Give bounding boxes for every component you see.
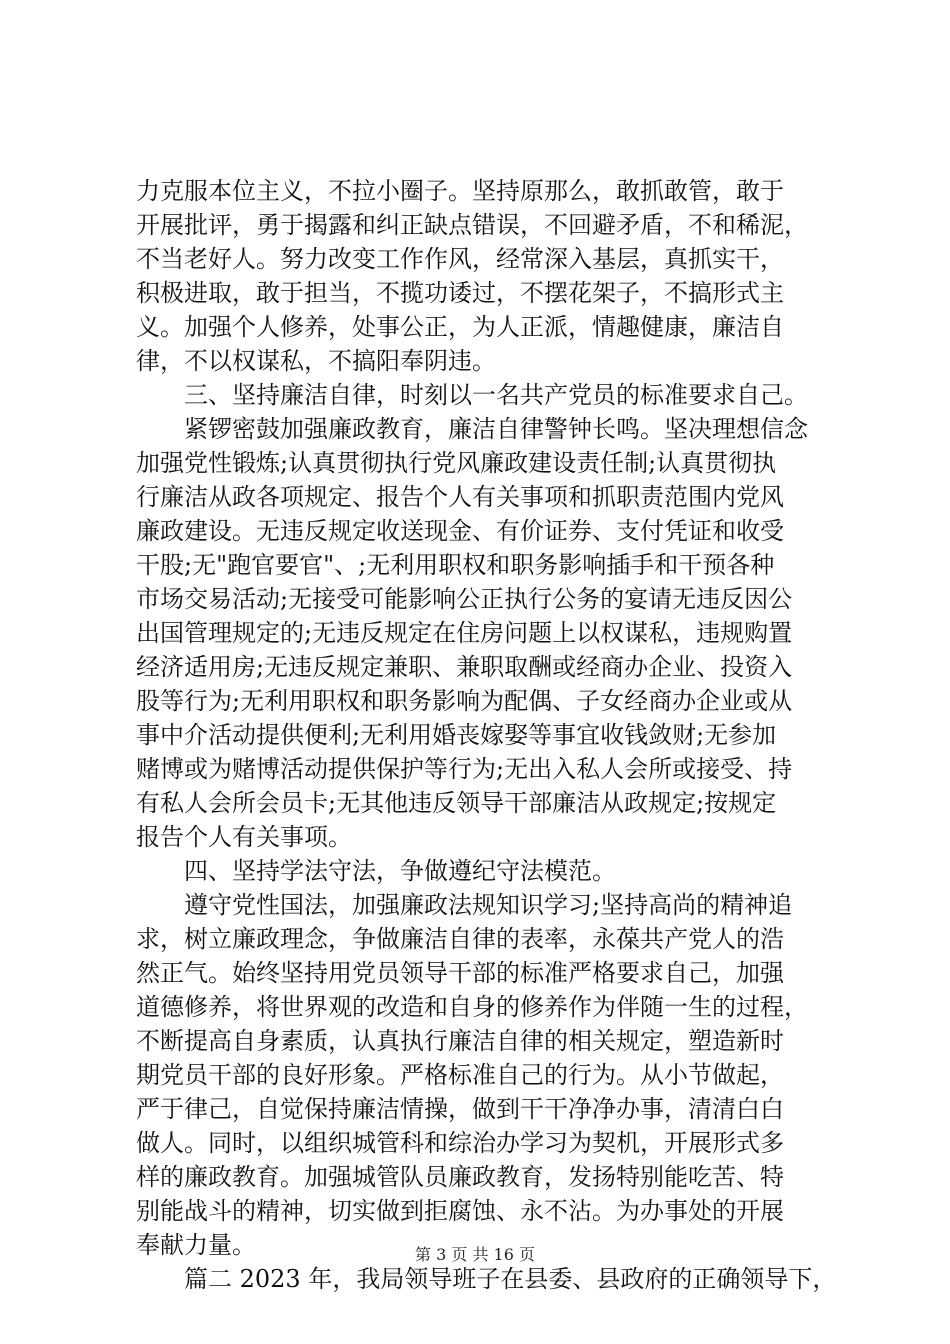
body-text — [136, 174, 836, 1296]
text-line: 求，树立廉政理念，争做廉洁自律的表率，永葆共产党人的浩 — [136, 925, 784, 953]
text-line: 别能战斗的精神，切实做到拒腐蚀、永不沾。为办事处的开展 — [136, 1197, 784, 1225]
text-line: 做人。同时，以组织城管科和综治办学习为契机，开展形式多 — [136, 1129, 784, 1157]
text-line: 严于律己，自觉保持廉洁情操，做到干干净净办事，清清白白 — [136, 1095, 784, 1123]
text-line: 出国管理规定的;无违反规定在住房问题上以权谋私，违规购置 — [136, 619, 793, 647]
text-line: 有私人会所会员卡;无其他违反领导干部廉洁从政规定;按规定 — [136, 789, 777, 817]
text-line: 期党员干部的良好形象。严格标准自己的行为。从小节做起， — [136, 1061, 784, 1089]
text-line: 紧锣密鼓加强廉政教育，廉洁自律警钟长鸣。坚决理想信念 — [136, 415, 808, 443]
text-line: 报告个人有关事项。 — [136, 823, 352, 851]
text-line: 行廉洁从政各项规定、报告个人有关事项和抓职责范围内党风 — [136, 483, 784, 511]
text-line: 四、坚持学法守法，争做遵纪守法模范。 — [136, 857, 616, 885]
page-footer: 第 3 页 共 16 页 — [415, 1245, 535, 1264]
text-line: 开展批评，勇于揭露和纠正缺点错误，不回避矛盾，不和稀泥， — [136, 211, 808, 239]
text-line: 加强党性锻炼;认真贯彻执行党风廉政建设责任制;认真贯彻执 — [136, 449, 777, 477]
text-line: 廉政建设。无违反规定收送现金、有价证券、支付凭证和收受 — [136, 517, 784, 545]
text-line: 三、坚持廉洁自律，时刻以一名共产党员的标准要求自己。 — [136, 381, 808, 409]
text-line: 道德修养，将世界观的改造和自身的修养作为伴随一生的过程， — [136, 993, 808, 1021]
text-line: 赌博或为赌博活动提供保护等行为;无出入私人会所或接受、持 — [136, 755, 793, 783]
text-line: 事中介活动提供便利;无利用婚丧嫁娶等事宜收钱敛财;无参加 — [136, 721, 777, 749]
text-line: 不断提高自身素质，认真执行廉洁自律的相关规定，塑造新时 — [136, 1027, 784, 1055]
text-line: 不当老好人。努力改变工作作风，经常深入基层，真抓实干， — [136, 245, 784, 273]
text-line: 市场交易活动;无接受可能影响公正执行公务的宴请无违反因公 — [136, 585, 793, 613]
text-line: 样的廉政教育。加强城管队员廉政教育，发扬特别能吃苦、特 — [136, 1163, 784, 1191]
text-line: 律，不以权谋私，不搞阳奉阴违。 — [136, 347, 496, 375]
text-line: 股等行为;无利用职权和职务影响为配偶、子女经商办企业或从 — [136, 687, 793, 715]
text-line: 义。加强个人修养，处事公正，为人正派，情趣健康，廉洁自 — [136, 313, 784, 341]
text-line: 积极进取，敢于担当，不揽功诿过，不摆花架子，不搞形式主 — [136, 279, 784, 307]
text-line: 经济适用房;无违反规定兼职、兼职取酬或经商办企业、投资入 — [136, 653, 793, 681]
text-line: 力克服本位主义，不拉小圈子。坚持原那么，敢抓敢管，敢于 — [136, 177, 784, 205]
text-line: 干股;无"跑官要官"、;无利用职权和职务影响插手和干预各种 — [136, 551, 775, 579]
text-line: 篇二 2023 年，我局领导班子在县委、县政府的正确领导下， — [136, 1265, 837, 1293]
text-line: 然正气。始终坚持用党员领导干部的标准严格要求自己，加强 — [136, 959, 784, 987]
text-line: 遵守党性国法，加强廉政法规知识学习;坚持高尚的精神追 — [136, 891, 793, 919]
text-line: 奉献力量。 — [136, 1231, 256, 1259]
